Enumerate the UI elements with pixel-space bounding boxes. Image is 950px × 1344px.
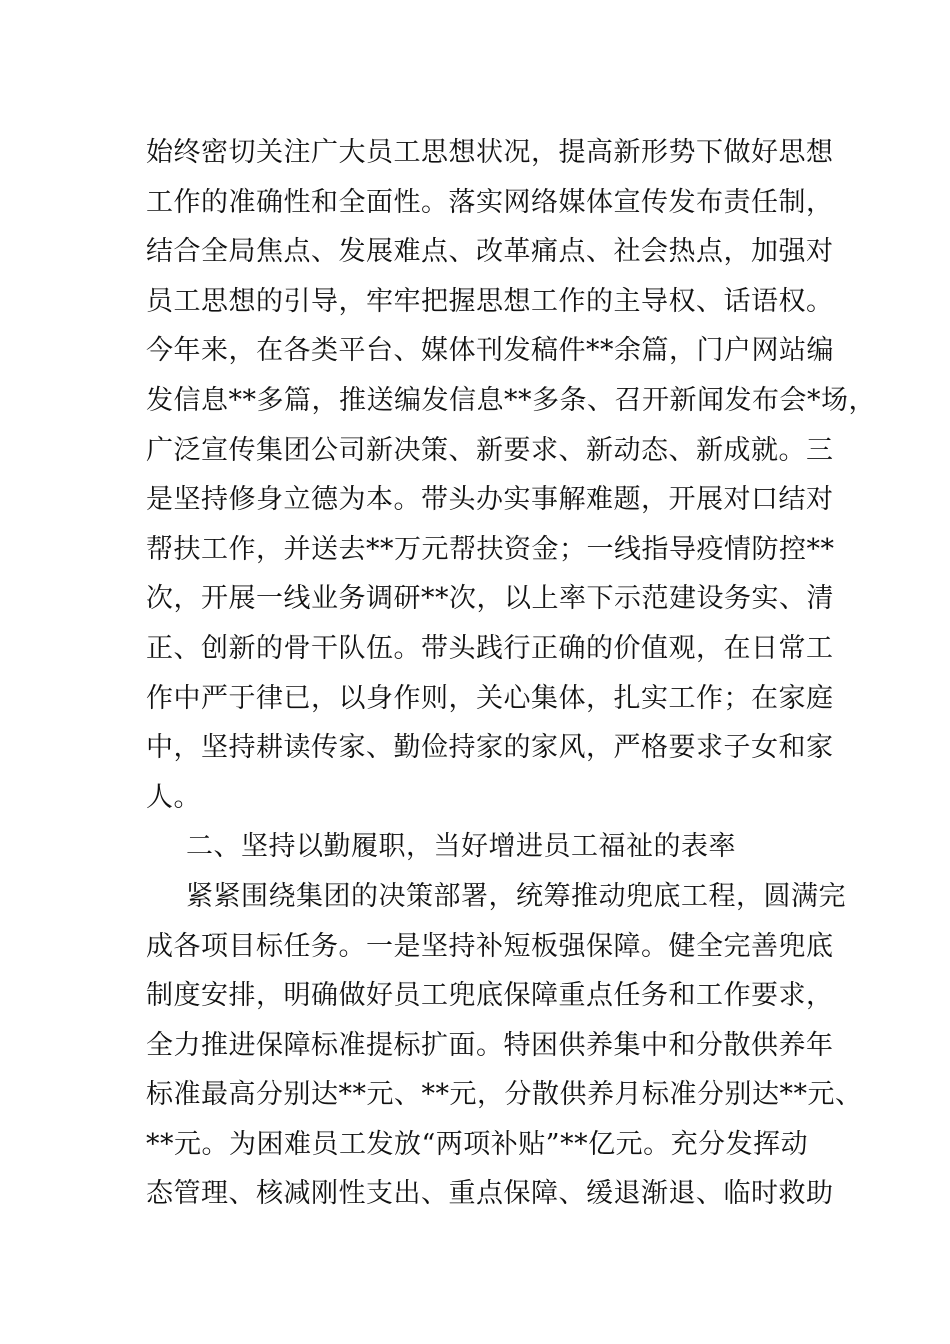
text-line: 帮扶工作，并送去**万元帮扶资金；一线指导疫情防控**: [146, 533, 835, 565]
text-line: 工作的准确性和全面性。落实网络媒体宣传发布责任制，: [146, 186, 834, 218]
text-line: 全力推进保障标准提标扩面。特困供养集中和分散供养年: [146, 1029, 834, 1061]
text-line: 人。: [146, 781, 201, 813]
text-line: 正、创新的骨干队伍。带头践行正确的价值观，在日常工: [146, 632, 834, 664]
text-line: **元。为困难员工发放“两项补贴”**亿元。充分发挥动: [146, 1128, 809, 1160]
text-line: 中，坚持耕读传家、勤俭持家的家风，严格要求子女和家: [146, 732, 834, 764]
text-line: 成各项目标任务。一是坚持补短板强保障。健全完善兜底: [146, 930, 834, 962]
section-heading: 二、坚持以勤履职，当好增进员工福祉的表率: [186, 831, 736, 863]
text-line: 制度安排，明确做好员工兜底保障重点任务和工作要求，: [146, 980, 834, 1012]
text-line: 是坚持修身立德为本。带头办实事解难题，开展对口结对: [146, 484, 834, 516]
text-line: 员工思想的引导，牢牢把握思想工作的主导权、话语权。: [146, 285, 834, 317]
text-line: 标准最高分别达**元、**元，分散供养月标准分别达**元、: [146, 1079, 863, 1111]
document-body: [146, 128, 876, 1219]
text-line: 广泛宣传集团公司新决策、新要求、新动态、新成就。三: [146, 434, 834, 466]
text-line: 次，开展一线业务调研**次，以上率下示范建设务实、清: [146, 583, 834, 615]
text-line: 作中严于律已，以身作则，关心集体，扎实工作；在家庭: [146, 682, 834, 714]
text-line: 始终密切关注广大员工思想状况，提高新形势下做好思想: [146, 137, 834, 168]
text-line: 今年来，在各类平台、媒体刊发稿件**余篇，门户网站编: [146, 335, 834, 367]
text-line: 结合全局焦点、发展难点、改革痛点、社会热点，加强对: [146, 236, 834, 268]
text-line: 发信息**多篇，推送编发信息**多条、召开新闻发布会*场，: [146, 384, 876, 416]
text-line: 紧紧围绕集团的决策部署，统筹推动兜底工程，圆满完: [186, 880, 846, 912]
text-line: 态管理、核减刚性支出、重点保障、缓退渐退、临时救助: [146, 1178, 834, 1210]
